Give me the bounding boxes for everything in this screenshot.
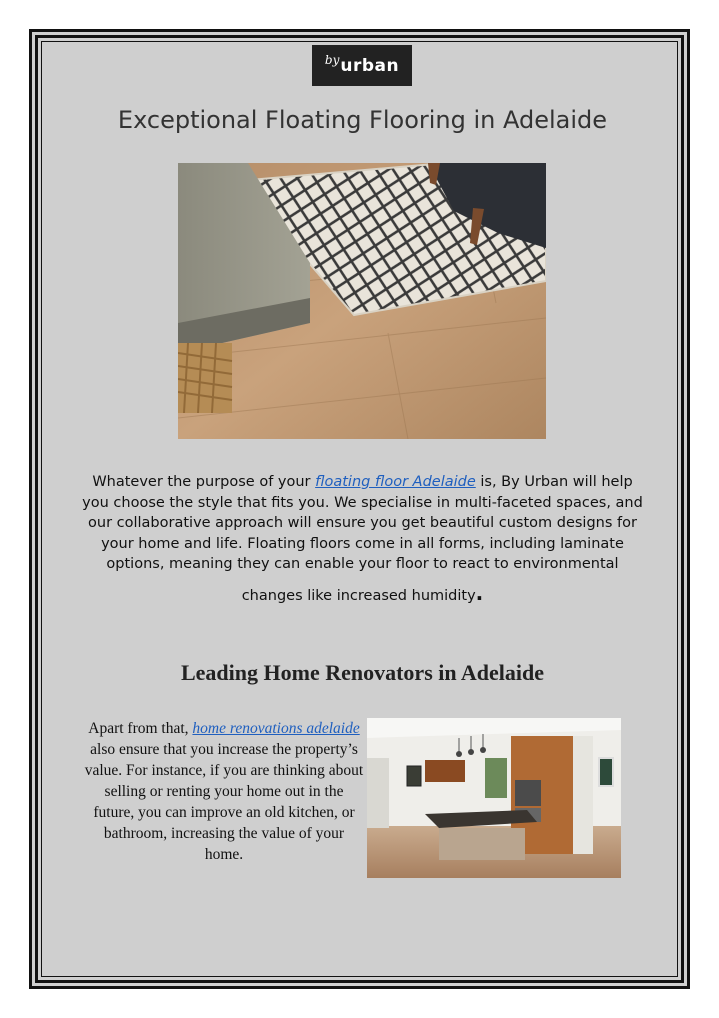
logo-urban-text: urban	[340, 55, 400, 76]
intro-tail-line	[82, 580, 643, 607]
intro-tail-text: changes like increased humidity	[241, 587, 476, 604]
floating-floor-photo	[178, 163, 546, 439]
renovation-paragraph	[84, 718, 364, 865]
intro-text-start: Whatever the purpose of your	[92, 474, 316, 490]
by-urban-logo[interactable]	[312, 45, 412, 86]
document-page	[29, 29, 690, 989]
intro-text-end: is, By Urban will help you choose the style that fits you. We specialise in multi-faceted spaces, and our collaborative approach will ensure you get beautiful custom designs for your home and life. Floating floors come in all forms, including laminate options, meaning they can enable your floor to react to environmental	[82, 474, 643, 572]
home-renovations-link[interactable]: home renovations adelaide	[192, 720, 360, 737]
kitchen-photo	[367, 718, 621, 878]
renovation-text-start: Apart from that,	[88, 720, 193, 737]
logo-by-text: by	[324, 52, 340, 67]
floating-floor-link[interactable]: floating floor Adelaide	[315, 474, 476, 490]
section-title: Leading Home Renovators in Adelaide	[180, 660, 544, 685]
intro-paragraph	[82, 472, 643, 606]
intro-tail-period: .	[475, 580, 484, 605]
page-title: Exceptional Floating Flooring in Adelaide	[117, 106, 608, 134]
renovation-text-end: also ensure that you increase the property’s value. For instance, if you are thinking about selling or renting your home out in the future, you can improve an old kitchen, or bathroom, increasing the value of your home.	[84, 741, 364, 863]
